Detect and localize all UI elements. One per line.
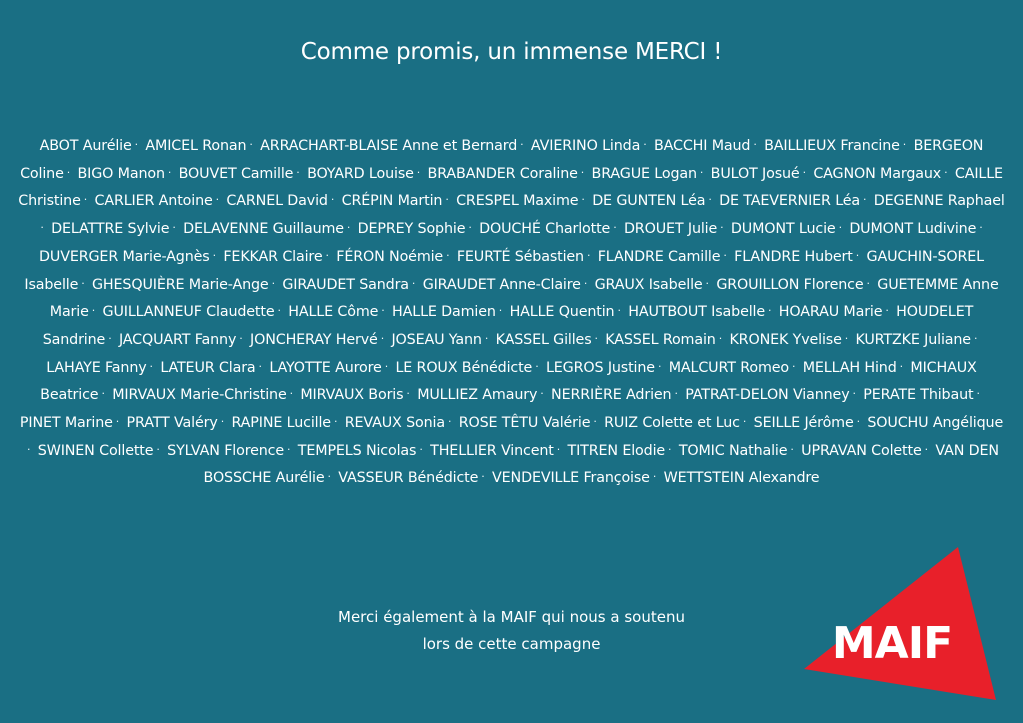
name-item: HALLE Damien: [392, 304, 496, 321]
separator-dot: ·: [215, 193, 220, 207]
separator-dot: ·: [446, 248, 450, 262]
separator-dot: ·: [652, 470, 657, 484]
name-item: AVIERINO Linda: [530, 138, 641, 154]
separator-dot: ·: [944, 165, 948, 179]
name-item: RUIZ Colette et Luc: [604, 415, 740, 432]
separator-dot: ·: [346, 221, 351, 235]
separator-dot: ·: [699, 165, 704, 179]
separator-dot: ·: [520, 138, 524, 151]
name-item: DUVERGER Marie-Agnès: [39, 248, 210, 265]
separator-dot: ·: [586, 248, 591, 262]
separator-dot: ·: [902, 138, 907, 151]
name-item: GIRAUDET Sandra: [282, 276, 409, 293]
separator-dot: ·: [484, 331, 489, 345]
name-item: DE TAEVERNIER Léa: [719, 193, 861, 210]
separator-dot: ·: [330, 193, 335, 207]
separator-dot: ·: [924, 442, 928, 456]
name-item: SYLVAN Florence: [167, 442, 285, 459]
name-item: BOYARD Louise: [307, 165, 414, 182]
name-item: BAILLIEUX Francine: [764, 138, 900, 154]
name-item: VENDEVILLE Françoise: [492, 470, 650, 487]
separator-dot: ·: [156, 442, 160, 456]
separator-dot: ·: [705, 276, 709, 290]
name-item: CAILLE Christine: [18, 165, 1003, 210]
name-item: VASSEUR Bénédicte: [338, 470, 479, 487]
separator-dot: ·: [581, 193, 585, 207]
name-item: DOUCHÉ Charlotte: [479, 221, 611, 238]
name-item: PERATE Thibaut: [863, 387, 974, 404]
separator-dot: ·: [481, 470, 485, 484]
separator-dot: ·: [115, 415, 120, 429]
name-item: MICHAUX Beatrice: [40, 359, 977, 404]
name-item: RAPINE Lucille: [231, 415, 331, 432]
name-item: MULLIEZ Amaury: [417, 387, 538, 404]
name-item: DEGENNE Raphael: [873, 193, 1005, 210]
separator-dot: ·: [411, 276, 416, 290]
name-item: DEPREY Sophie: [357, 221, 466, 238]
names-list: [18, 132, 1005, 492]
separator-dot: ·: [657, 359, 662, 373]
name-item: GUETEMME Anne Marie: [49, 276, 999, 321]
separator-dot: ·: [580, 165, 585, 179]
name-item: CARLIER Antoine: [94, 193, 213, 210]
name-item: BIGO Manon: [77, 165, 165, 182]
name-item: FEURTÉ Sébastien: [456, 248, 584, 265]
name-item: BERGEON Coline: [20, 138, 984, 182]
separator-dot: ·: [149, 359, 153, 373]
separator-dot: ·: [708, 193, 712, 207]
name-item: GAUCHIN-SOREL Isabelle: [24, 248, 984, 293]
thanks-line-2: lors de cette campagne: [422, 635, 601, 653]
name-item: TITREN Elodie: [567, 442, 666, 459]
name-item: BRABANDER Coraline: [427, 165, 578, 182]
separator-dot: ·: [445, 193, 449, 207]
name-item: WETTSTEIN Alexandre: [663, 470, 820, 487]
name-item: HAUTBOUT Isabelle: [628, 304, 766, 321]
separator-dot: ·: [101, 387, 105, 401]
separator-dot: ·: [768, 304, 772, 318]
separator-dot: ·: [271, 276, 275, 290]
name-item: LATEUR Clara: [160, 359, 256, 376]
separator-dot: ·: [617, 304, 621, 318]
name-item: VAN DEN BOSSCHE Aurélie: [203, 442, 999, 487]
separator-dot: ·: [384, 359, 389, 373]
separator-dot: ·: [866, 276, 870, 290]
name-item: THELLIER Vincent: [430, 442, 554, 459]
separator-dot: ·: [381, 304, 385, 318]
separator-dot: ·: [742, 415, 747, 429]
name-item: GHESQUIÈRE Marie-Ange: [92, 276, 269, 293]
name-item: JACQUART Fanny: [118, 331, 237, 348]
separator-dot: ·: [220, 415, 225, 429]
name-item: SWINEN Collette: [37, 442, 154, 459]
name-item: CAGNON Margaux: [813, 165, 942, 182]
separator-dot: ·: [416, 165, 421, 179]
separator-dot: ·: [838, 221, 842, 235]
page-title: Comme promis, un immense MERCI !: [300, 39, 723, 65]
separator-dot: ·: [333, 415, 338, 429]
name-item: FEKKAR Claire: [223, 248, 323, 265]
separator-dot: ·: [258, 359, 262, 373]
name-item: KURTZKE Juliane: [855, 331, 971, 348]
separator-dot: ·: [594, 331, 598, 345]
separator-dot: ·: [327, 470, 331, 484]
separator-dot: ·: [468, 221, 472, 235]
name-item: FLANDRE Camille: [597, 248, 721, 265]
name-item: CRESPEL Maxime: [456, 193, 579, 210]
separator-dot: ·: [212, 248, 216, 262]
separator-dot: ·: [81, 276, 85, 290]
name-item: NERRIÈRE Adrien: [551, 387, 672, 404]
name-item: FÉRON Noémie: [336, 248, 444, 265]
name-item: LAYOTTE Aurore: [269, 359, 382, 376]
name-item: MIRVAUX Marie-Christine: [112, 387, 287, 404]
separator-dot: ·: [540, 387, 544, 401]
separator-dot: ·: [167, 165, 172, 179]
name-item: LEGROS Justine: [545, 359, 655, 376]
separator-dot: ·: [447, 415, 452, 429]
separator-dot: ·: [380, 331, 385, 345]
name-item: FLANDRE Hubert: [734, 248, 853, 265]
separator-dot: ·: [863, 193, 867, 207]
separator-dot: ·: [718, 331, 723, 345]
name-item: GROUILLON Florence: [716, 276, 864, 293]
separator-dot: ·: [855, 248, 860, 262]
separator-dot: ·: [856, 415, 860, 429]
separator-dot: ·: [844, 331, 849, 345]
separator-dot: ·: [852, 387, 856, 401]
separator-dot: ·: [172, 221, 176, 235]
separator-dot: ·: [973, 331, 978, 345]
separator-dot: ·: [249, 138, 253, 151]
separator-dot: ·: [979, 221, 983, 235]
name-item: BRAGUE Logan: [591, 165, 697, 182]
name-item: AMICEL Ronan: [145, 138, 247, 154]
name-item: KRONEK Yvelise: [729, 331, 842, 348]
name-item: GIRAUDET Anne-Claire: [422, 276, 581, 293]
name-item: GRAUX Isabelle: [594, 276, 703, 293]
name-item: DELAVENNE Guillaume: [183, 221, 344, 238]
maif-logo-text: MAIF: [831, 618, 953, 669]
name-item: MELLAH Hind: [802, 359, 897, 376]
separator-dot: ·: [976, 387, 980, 401]
maif-logo: [800, 545, 1000, 705]
name-item: DE GUNTEN Léa: [592, 193, 706, 210]
separator-dot: ·: [802, 165, 806, 179]
name-item: LE ROUX Bénédicte: [395, 359, 533, 376]
separator-dot: ·: [40, 221, 44, 235]
name-item: KASSEL Gilles: [495, 331, 592, 348]
name-item: HOARAU Marie: [778, 304, 883, 321]
separator-dot: ·: [535, 359, 539, 373]
name-item: JONCHERAY Hervé: [250, 331, 378, 348]
separator-dot: ·: [753, 138, 757, 151]
name-item: HALLE Côme: [288, 304, 379, 321]
separator-dot: ·: [27, 442, 31, 456]
name-item: HOUDELET Sandrine: [42, 304, 974, 348]
name-item: UPRAVAN Colette: [801, 442, 922, 459]
name-item: PINET Marine: [19, 415, 113, 432]
separator-dot: ·: [91, 304, 96, 318]
name-item: TEMPELS Nicolas: [297, 442, 417, 459]
separator-dot: ·: [108, 331, 112, 345]
name-item: SOUCHU Angélique: [867, 415, 1004, 432]
separator-dot: ·: [556, 442, 561, 456]
separator-dot: ·: [296, 165, 300, 179]
name-item: SEILLE Jérôme: [753, 415, 854, 432]
name-item: DUMONT Ludivine: [849, 221, 977, 238]
separator-dot: ·: [791, 359, 796, 373]
name-item: ROSE TÊTU Valérie: [458, 415, 591, 432]
separator-dot: ·: [287, 442, 291, 456]
separator-dot: ·: [277, 304, 281, 318]
separator-dot: ·: [674, 387, 678, 401]
separator-dot: ·: [583, 276, 588, 290]
name-item: BOUVET Camille: [178, 165, 294, 182]
name-item: TOMIC Nathalie: [678, 442, 788, 459]
name-item: KASSEL Romain: [605, 331, 716, 348]
separator-dot: ·: [66, 165, 71, 179]
separator-dot: ·: [406, 387, 410, 401]
name-item: MALCURT Romeo: [668, 359, 789, 376]
name-item: BACCHI Maud: [653, 138, 751, 154]
name-item: ABOT Aurélie: [39, 138, 132, 154]
separator-dot: ·: [419, 442, 423, 456]
separator-dot: ·: [498, 304, 503, 318]
separator-dot: ·: [83, 193, 88, 207]
separator-dot: ·: [134, 138, 138, 151]
name-item: CARNEL David: [226, 193, 328, 210]
thanks-message: [200, 604, 823, 658]
separator-dot: ·: [613, 221, 617, 235]
separator-dot: ·: [289, 387, 293, 401]
name-item: DELATTRE Sylvie: [51, 221, 170, 238]
name-item: MIRVAUX Boris: [300, 387, 404, 404]
name-item: PRATT Valéry: [126, 415, 218, 432]
separator-dot: ·: [239, 331, 243, 345]
name-item: DUMONT Lucie: [730, 221, 836, 238]
name-item: JOSEAU Yann: [391, 331, 482, 348]
separator-dot: ·: [885, 304, 889, 318]
separator-dot: ·: [593, 415, 597, 429]
separator-dot: ·: [325, 248, 329, 262]
separator-dot: ·: [720, 221, 724, 235]
name-item: ARRACHART-BLAISE Anne et Bernard: [260, 138, 518, 154]
name-item: LAHAYE Fanny: [46, 359, 147, 376]
name-item: CRÉPIN Martin: [341, 193, 443, 210]
thanks-line-1: Merci également à la MAIF qui nous a soutenu: [338, 608, 685, 626]
separator-dot: ·: [790, 442, 794, 456]
separator-dot: ·: [899, 359, 904, 373]
name-item: HALLE Quentin: [509, 304, 615, 321]
name-item: DROUET Julie: [623, 221, 718, 238]
name-item: PATRAT-DELON Vianney: [685, 387, 850, 404]
separator-dot: ·: [643, 138, 647, 151]
name-item: BULOT Josué: [710, 165, 800, 182]
separator-dot: ·: [668, 442, 672, 456]
separator-dot: ·: [723, 248, 727, 262]
name-item: REVAUX Sonia: [344, 415, 445, 432]
name-item: GUILLANNEUF Claudette: [102, 304, 275, 321]
